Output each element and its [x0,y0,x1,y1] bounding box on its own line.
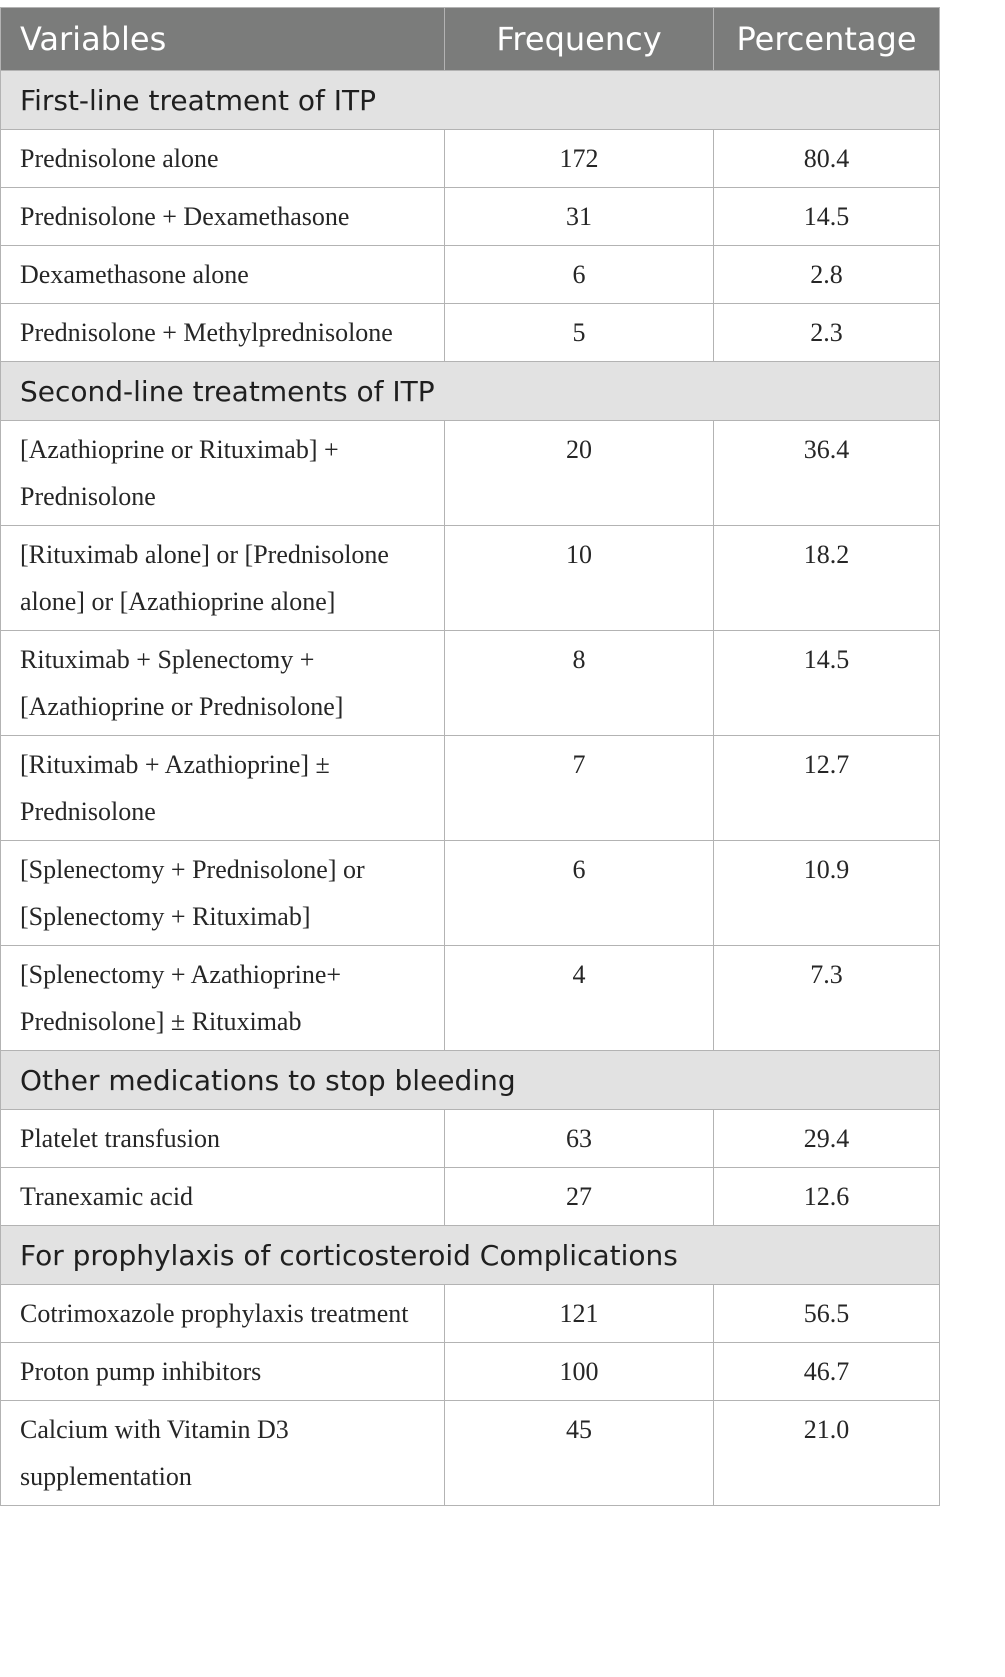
table-row [1,631,940,736]
row-percentage: 12.7 [714,736,940,841]
row-frequency: 7 [445,736,714,841]
row-label: Prednisolone + Dexamethasone [1,188,445,246]
row-label: Calcium with Vitamin D3 supplementation [1,1401,445,1506]
row-frequency: 4 [445,946,714,1051]
row-percentage: 46.7 [714,1343,940,1401]
row-percentage: 18.2 [714,526,940,631]
row-percentage: 56.5 [714,1285,940,1343]
row-frequency: 100 [445,1343,714,1401]
section-title-prophylaxis: For prophylaxis of corticosteroid Complications [1,1226,940,1285]
row-frequency: 8 [445,631,714,736]
row-frequency: 45 [445,1401,714,1506]
table-row [1,421,940,526]
table-row [1,188,940,246]
row-label: Prednisolone + Methylprednisolone [1,304,445,362]
section-header [1,1051,940,1110]
row-label: [Rituximab + Azathioprine] ± Prednisolone [1,736,445,841]
header-frequency: Frequency [445,8,714,71]
row-label: [Azathioprine or Rituximab] + Prednisolone [1,421,445,526]
table-row [1,304,940,362]
row-percentage: 10.9 [714,841,940,946]
header-variables: Variables [1,8,445,71]
table-row [1,1168,940,1226]
row-label: Proton pump inhibitors [1,1343,445,1401]
table-row [1,1343,940,1401]
row-percentage: 12.6 [714,1168,940,1226]
row-frequency: 5 [445,304,714,362]
row-percentage: 80.4 [714,130,940,188]
row-label: Prednisolone alone [1,130,445,188]
row-label: Rituximab + Splenectomy + [Azathioprine or Prednisolone] [1,631,445,736]
row-label: [Splenectomy + Prednisolone] or [Splenectomy + Rituximab] [1,841,445,946]
header-row [1,8,940,71]
row-percentage: 14.5 [714,188,940,246]
row-frequency: 172 [445,130,714,188]
section-header [1,71,940,130]
row-label: [Splenectomy + Azathioprine+ Prednisolone] ± Rituximab [1,946,445,1051]
table-row [1,1110,940,1168]
table-row [1,1401,940,1506]
row-frequency: 20 [445,421,714,526]
row-frequency: 63 [445,1110,714,1168]
row-label: Cotrimoxazole prophylaxis treatment [1,1285,445,1343]
row-frequency: 6 [445,246,714,304]
row-frequency: 10 [445,526,714,631]
treatment-table [0,7,940,1506]
row-percentage: 29.4 [714,1110,940,1168]
row-percentage: 2.3 [714,304,940,362]
row-percentage: 36.4 [714,421,940,526]
row-percentage: 7.3 [714,946,940,1051]
table-row [1,1285,940,1343]
section-title-second-line: Second-line treatments of ITP [1,362,940,421]
row-label: Tranexamic acid [1,1168,445,1226]
section-header [1,1226,940,1285]
table-row [1,246,940,304]
row-percentage: 2.8 [714,246,940,304]
section-header [1,362,940,421]
row-frequency: 121 [445,1285,714,1343]
section-title-other-medications: Other medications to stop bleeding [1,1051,940,1110]
header-percentage: Percentage [714,8,940,71]
table-row [1,946,940,1051]
table-row [1,130,940,188]
row-percentage: 21.0 [714,1401,940,1506]
table-row [1,526,940,631]
row-label: Dexamethasone alone [1,246,445,304]
row-label: [Rituximab alone] or [Prednisolone alone] or [Azathioprine alone] [1,526,445,631]
section-title-first-line: First-line treatment of ITP [1,71,940,130]
table-row [1,736,940,841]
row-frequency: 6 [445,841,714,946]
row-frequency: 27 [445,1168,714,1226]
table-row [1,841,940,946]
row-frequency: 31 [445,188,714,246]
row-label: Platelet transfusion [1,1110,445,1168]
row-percentage: 14.5 [714,631,940,736]
